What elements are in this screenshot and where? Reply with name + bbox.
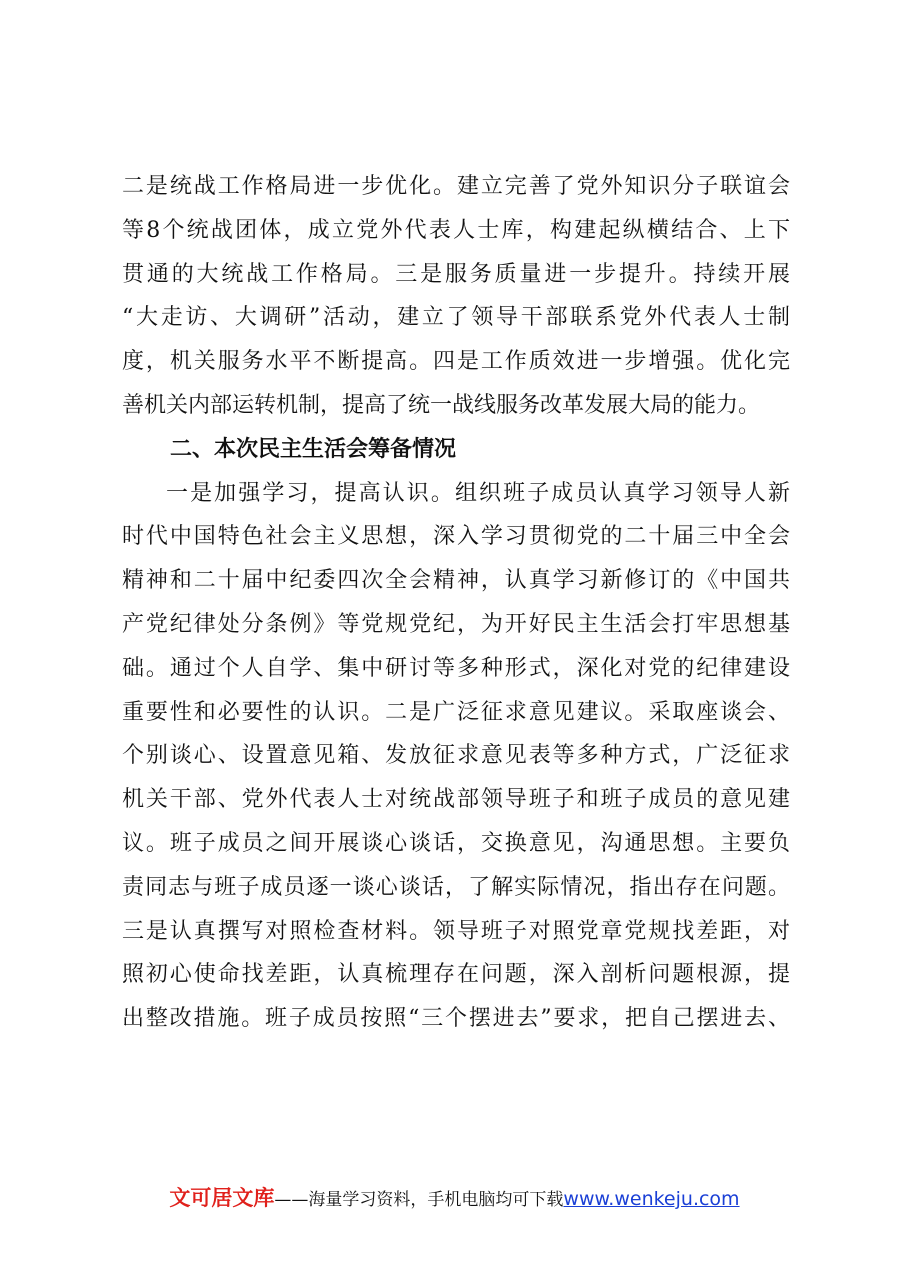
text-line: 产党纪律处分条例》等党规党纪，为开好民主生活会打牢思想基 xyxy=(122,611,790,637)
text-line: 度，机关服务水平不断提高。四是工作质效进一步增强。优化完 xyxy=(122,349,790,375)
text-line: 责同志与班子成员逐一谈心谈话，了解实际情况，指出存在问题。 xyxy=(122,874,790,900)
text-line: 础。通过个人自学、集中研讨等多种形式，深化对党的纪律建设 xyxy=(122,655,790,681)
section-heading: 二、本次民主生活会筹备情况 xyxy=(170,436,457,462)
text-line: “大走访、大调研”活动，建立了领导干部联系党外代表人士制 xyxy=(122,305,790,331)
text-line: 出整改措施。班子成员按照“三个摆进去”要求，把自己摆进去、 xyxy=(122,1006,790,1032)
text-line: 三是认真撰写对照检查材料。领导班子对照党章党规找差距，对 xyxy=(122,918,790,944)
footer-brand: 文可居文库 xyxy=(169,1186,275,1210)
text-line: 贯通的大统战工作格局。三是服务质量进一步提升。持续开展 xyxy=(122,261,790,287)
text-line: 个别谈心、设置意见箱、发放征求意见表等多种方式，广泛征求 xyxy=(122,743,790,769)
text-line: 机关干部、党外代表人士对统战部领导班子和班子成员的意见建 xyxy=(122,787,790,813)
text-line: 精神和二十届中纪委四次全会精神，认真学习新修订的《中国共 xyxy=(122,568,790,594)
document-body xyxy=(122,165,790,1041)
footer-website-link[interactable]: www.wenkeju.com xyxy=(563,1188,740,1210)
text-line: 等8个统战团体，成立党外代表人士库，构建起纵横结合、上下 xyxy=(122,217,790,243)
text-line: 议。班子成员之间开展谈心谈话，交换意见，沟通思想。主要负 xyxy=(122,830,790,856)
text-line: 一是加强学习，提高认识。组织班子成员认真学习领导人新 xyxy=(166,480,790,506)
text-line: 照初心使命找差距，认真梳理存在问题，深入剖析问题根源，提 xyxy=(122,962,790,988)
text-line: 时代中国特色社会主义思想，深入学习贯彻党的二十届三中全会 xyxy=(122,524,790,550)
text-line: 善机关内部运转机制，提高了统一战线服务改革发展大局的能力。 xyxy=(122,392,761,418)
text-line: 重要性和必要性的认识。二是广泛征求意见建议。采取座谈会、 xyxy=(122,699,790,725)
footer-banner xyxy=(0,1182,909,1212)
footer-slogan: ——海量学习资料，手机电脑均可下载 xyxy=(274,1190,564,1210)
text-line: 二是统战工作格局进一步优化。建立完善了党外知识分子联谊会 xyxy=(122,174,790,199)
